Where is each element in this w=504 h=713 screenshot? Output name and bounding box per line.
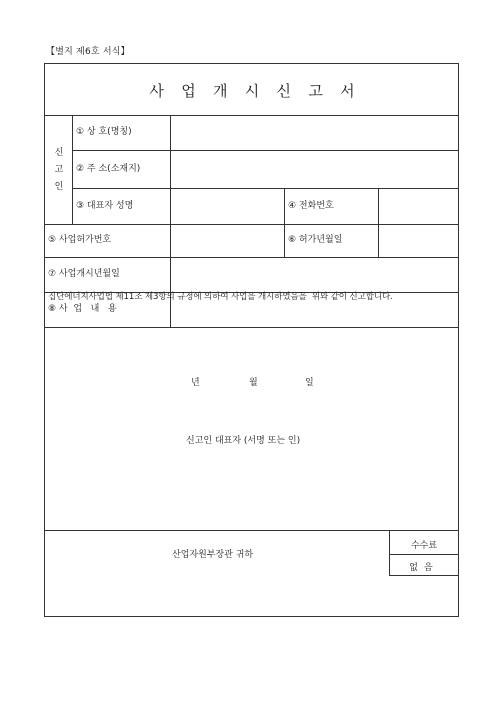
declaration-text: 집단에너지사업법 제11조 제3항의 규정에 의하여 사업을 개시하였음을 위와 같이 신고합니다.: [48, 292, 393, 302]
applicant-char: 인: [54, 182, 64, 192]
footer-divider: [44, 530, 459, 531]
license-date-label: ⑥ 허가년월일: [288, 235, 343, 245]
license-number-label: ⑤ 사업허가번호: [48, 235, 112, 245]
mid-column-divider-1: [284, 188, 285, 224]
title-char: 신: [276, 82, 292, 100]
fee-label: 수수료: [410, 541, 438, 551]
applicant-char: 고: [54, 165, 64, 175]
applicant-char: 신: [54, 148, 64, 158]
start-date-field[interactable]: [171, 258, 458, 292]
representative-field[interactable]: [171, 189, 284, 224]
month-label: 월: [249, 378, 258, 388]
title-char: 개: [212, 82, 228, 100]
title-char: 고: [308, 82, 323, 100]
signer-line: 신고인 대표자 (서명 또는 인): [186, 436, 301, 446]
license-date-field[interactable]: [379, 225, 458, 257]
address-field[interactable]: [171, 151, 458, 188]
row-divider-6: [44, 327, 459, 328]
representative-label: ③ 대표자 성명: [76, 201, 134, 211]
license-number-field[interactable]: [171, 225, 284, 257]
title-char: 시: [244, 82, 260, 100]
page-title: [0, 80, 504, 101]
phone-field[interactable]: [379, 189, 458, 224]
day-label: 일: [305, 378, 314, 388]
title-char: 업: [181, 82, 196, 100]
title-char: 사: [149, 82, 164, 100]
form-number-label: 【별지 제6호 서식】: [46, 47, 130, 57]
trade-name-field[interactable]: [171, 116, 458, 150]
fee-divider: [389, 554, 459, 555]
applicant-label: [52, 145, 66, 196]
fee-value: 없음: [409, 563, 439, 573]
phone-label: ④ 전화번호: [288, 201, 334, 211]
addressee: 산업자원부장관 귀하: [172, 550, 254, 560]
applicant-column-divider: [72, 115, 73, 224]
trade-name-label: ① 상 호(명칭): [76, 127, 132, 137]
mid-column-divider-3: [284, 224, 285, 257]
fee-bottom: [389, 575, 459, 576]
address-label: ② 주 소(소재지): [76, 164, 141, 174]
start-date-label: ⑦ 사업개시년월일: [48, 269, 120, 279]
business-content-label: ⑧ 사 업 내 용: [48, 304, 117, 314]
year-label: 년: [191, 378, 200, 388]
title-char: 서: [340, 82, 355, 100]
